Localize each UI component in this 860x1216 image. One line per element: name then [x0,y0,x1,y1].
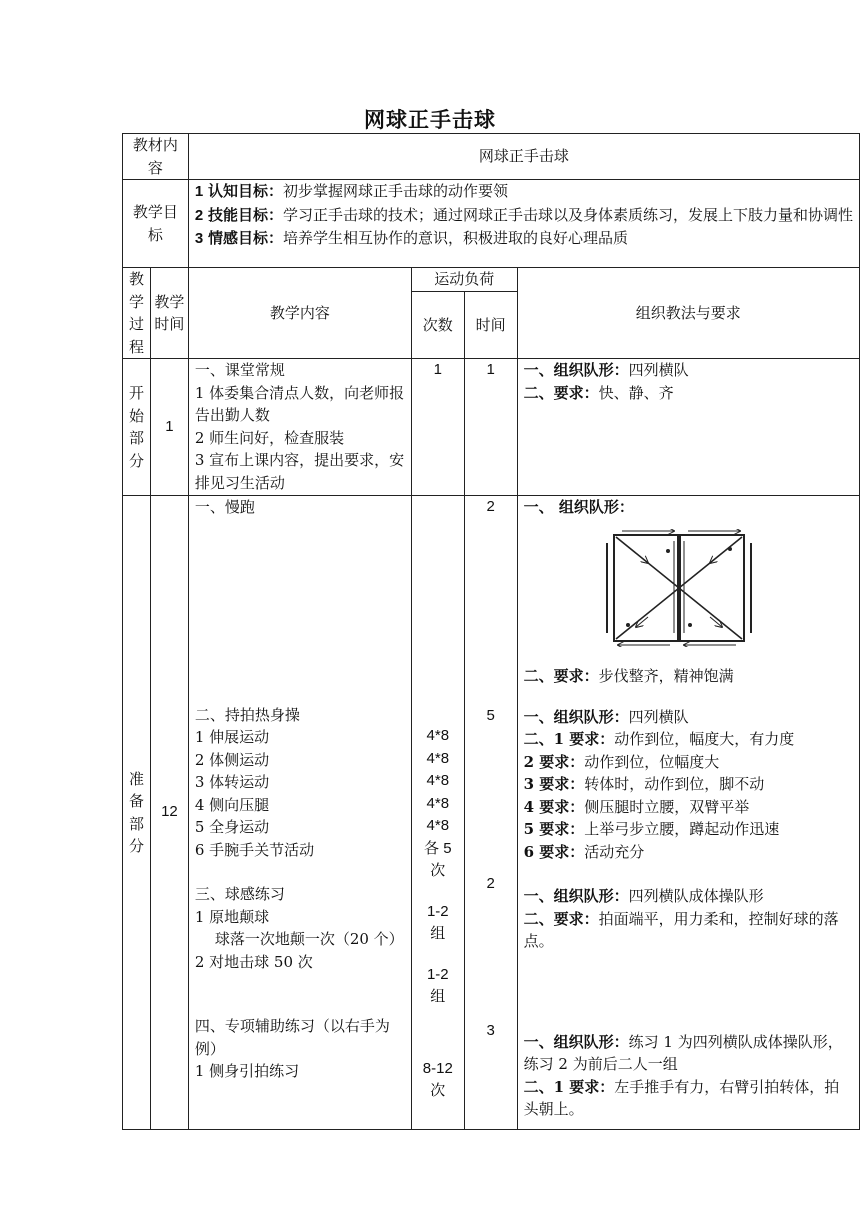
court-running-diagram [604,529,754,647]
jog-formation-label: 一、 组织队形： [523,498,634,516]
goals-cell [188,180,859,268]
start-section-time: 1 [151,359,189,496]
document-title: 网球正手击球 [364,107,496,132]
ball-feel-title: 三、球感练习 [194,885,285,903]
prep-section-method: 一、 组织队形： 二、要求：步伐整齐，精神饱满 一、组织队形：四列横队 二、1 要求：动作到位，幅度大，有力度 2 要求：动作到位，位幅度大 3 要求：转体时，动作到位，脚不动 4 要求：侧压腿时立腰，双臂平举 5 要求：上举弓步立腰，蹲起动作迅速 6 要求：活动充分 一、组织队形：四列横队成体操队形 二、要求：拍面端平，用力柔和，控制好球的落点。 一、组织队形：练习 1 为四列横队成体操队形，练习 2 为前后二人一组 二、1 要求：左手推手有力，右臂引拍转体，拍头朝上。 [517,496,859,1130]
special-title: 四、专项辅助练习（以右手为例） [194,1017,390,1058]
prep-section-time: 12 [151,496,189,1130]
content-row [123,134,860,180]
prep-section-content: 一、慢跑 二、持拍热身操 1 伸展运动 2 体侧运动 3 体转运动 4 侧向压腿 5 全身运动 6 手腕手关节活动 三、球感练习 1 原地颠球 球落一次地颠一次（20 个） 2 对地击球 50 次 四、专项辅助练习（以右手为例） 1 侧身引拍练习 [188,496,411,1130]
goals-label: 教学目标 [123,180,189,268]
start-section-content: 一、课堂常规 1 体委集合清点人数，向老师报告出勤人数 2 师生问好，检查服装 3 宣布上课内容，提出要求，安排见习生活动 [188,359,411,496]
content-header: 教学内容 [188,268,411,359]
content-value: 网球正手击球 [188,134,859,180]
prep-section-label: 准 备 部 分 [123,496,151,1130]
running-formation-diagram [604,529,853,654]
goal-2: 2 技能目标：学习正手击球的技术；通过网球正手击球以及身体素质练习，发展上下肢力量和协调性 [194,205,853,224]
warmup-title: 二、持拍热身操 [194,705,300,724]
prep-section-durations: 2 5 2 3 [464,496,517,1130]
start-section-duration: 1 [464,359,517,496]
start-section-count: 1 [411,359,464,496]
prep-section-row [123,496,860,1130]
process-header: 教 学 过 程 [123,268,151,359]
start-section-label: 开 始 部 分 [123,359,151,496]
count-header: 次数 [411,292,464,359]
prep-section-counts: 4*8 4*8 4*8 4*8 4*8 各 5 次 1-2 组 1-2 组 8-12 次 [411,496,464,1130]
lesson-plan-table [122,133,860,1130]
jog-title: 一、慢跑 [194,498,255,516]
goals-row [123,180,860,268]
duration-header: 时间 [464,292,517,359]
goal-1: 1 认知目标：初步掌握网球正手击球的动作要领 [194,182,508,200]
method-header: 组织教法与要求 [517,268,859,359]
content-label: 教材内容 [123,134,189,180]
start-section-row [123,359,860,496]
start-section-method: 一、组织队形：四列横队 二、要求：快、静、齐 [517,359,859,496]
load-header: 运动负荷 [411,268,517,292]
column-header-row [123,268,860,292]
goal-3: 3 情感目标：培养学生相互协作的意识，积极进取的良好心理品质 [194,229,628,247]
time-header: 教学 时间 [151,268,189,359]
